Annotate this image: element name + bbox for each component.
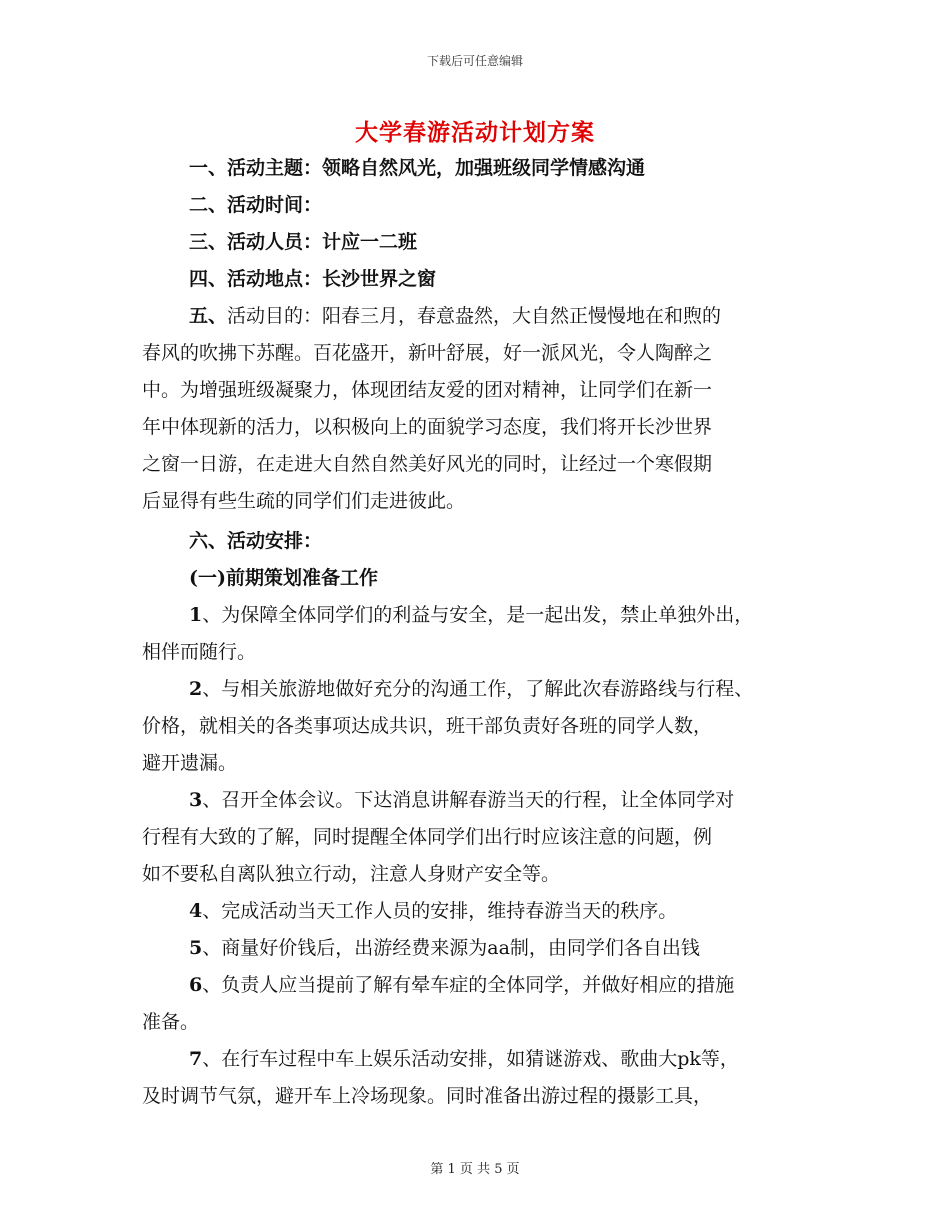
item-1-continuation: 相伴而随行。: [142, 641, 257, 663]
item-text: 、负责人应当提前了解有晕车症的全体同学，并做好相应的措施: [202, 974, 735, 996]
item-4: [142, 893, 822, 930]
item-3-continuation: 如不要私自离队独立行动，注意人身财产安全等。: [142, 863, 561, 885]
item-1: [142, 597, 822, 634]
item-text: 、召开全体会议。下达消息讲解春游当天的行程，让全体同学对: [202, 789, 735, 811]
item-number: 2: [189, 678, 203, 700]
heading-time: 二、活动时间：: [189, 194, 323, 216]
heading-purpose: [142, 298, 822, 335]
item-2-continuation: 避开遗漏。: [142, 752, 238, 774]
item-5: [142, 930, 822, 967]
purpose-lead: 五、: [189, 305, 228, 327]
item-text: 、商量好价钱后，出游经费来源为aa制，由同学们各自出钱: [202, 937, 700, 959]
item-number: 1: [189, 604, 203, 626]
item-6-continuation: 准备。: [142, 1011, 200, 1033]
item-7: [142, 1041, 822, 1078]
item-7-continuation: 及时调节气氛，避开车上冷场现象。同时准备出游过程的摄影工具，: [142, 1085, 713, 1107]
header-note: 下载后可任意编辑: [426, 54, 523, 68]
item-2: [142, 671, 822, 708]
document-body: [142, 150, 822, 1115]
heading-people: 三、活动人员：计应一二班: [189, 231, 418, 253]
purpose-first-line: 活动目的：阳春三月，春意盎然，大自然正慢慢地在和煦的: [227, 305, 722, 327]
item-2-continuation: 价格，就相关的各类事项达成共识，班干部负责好各班的同学人数，: [142, 715, 713, 737]
item-6: [142, 967, 822, 1004]
heading-arrangement: 六、活动安排：: [189, 530, 323, 552]
item-text: 、为保障全体同学们的利益与安全，是一起出发，禁止单独外出，: [202, 604, 754, 626]
item-3: [142, 782, 822, 819]
purpose-line: 年中体现新的活力，以积极向上的面貌学习态度，我们将开长沙世界: [142, 416, 713, 438]
item-3-continuation: 行程有大致的了解，同时提醒全体同学们出行时应该注意的问题，例: [142, 826, 713, 848]
purpose-line: 中。为增强班级凝聚力，体现团结友爱的团对精神，让同学们在新一: [142, 379, 713, 401]
purpose-line: 之窗一日游，在走进大自然自然美好风光的同时，让经过一个寒假期: [142, 453, 713, 475]
item-number: 6: [189, 974, 203, 996]
heading-location: 四、活动地点：长沙世界之窗: [189, 268, 437, 290]
item-text: 、完成活动当天工作人员的安排，维持春游当天的秩序。: [202, 900, 678, 922]
item-number: 5: [189, 937, 203, 959]
purpose-line: 后显得有些生疏的同学们们走进彼此。: [142, 490, 466, 512]
page-footer: 第 1 页 共 5 页: [430, 1162, 520, 1177]
item-number: 4: [189, 900, 203, 922]
purpose-line: 春风的吹拂下苏醒。百花盛开，新叶舒展，好一派风光，令人陶醉之: [142, 342, 713, 364]
subheading-preparation: (一)前期策划准备工作: [189, 567, 378, 589]
item-text: 、与相关旅游地做好充分的沟通工作，了解此次春游路线与行程、: [202, 678, 754, 700]
document-title: 大学春游活动计划方案: [355, 119, 595, 146]
item-number: 7: [189, 1048, 203, 1070]
heading-theme: 一、活动主题：领略自然风光，加强班级同学情感沟通: [189, 157, 646, 179]
item-text: 、在行车过程中车上娱乐活动安排，如猜谜游戏、歌曲大pk等，: [202, 1048, 739, 1070]
item-number: 3: [189, 789, 203, 811]
